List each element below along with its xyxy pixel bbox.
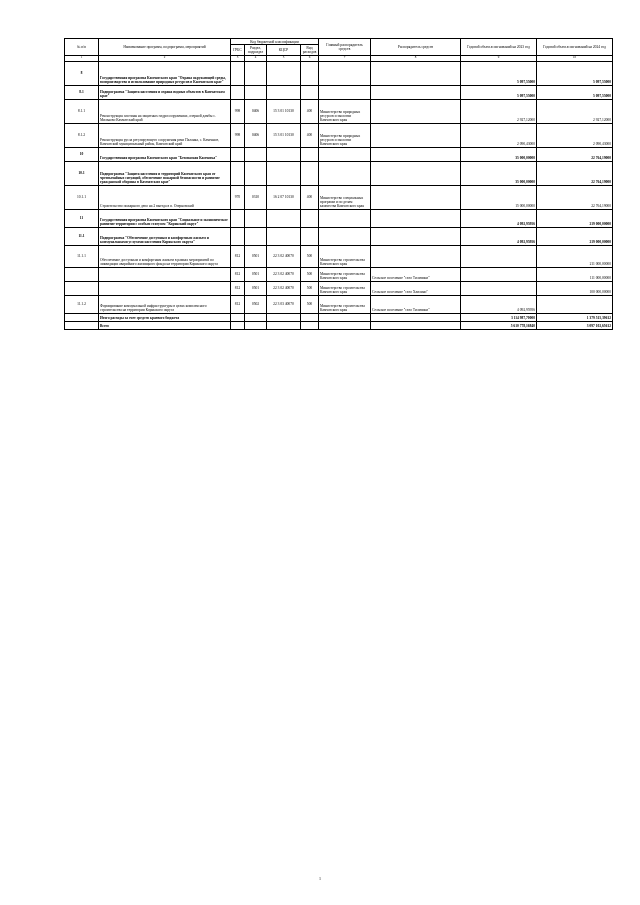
row-number: 11.1 xyxy=(65,227,99,245)
row-kcsr xyxy=(267,147,301,161)
row-grbs: 970 xyxy=(231,185,245,209)
row-vol2023: 3 114 987,70000 xyxy=(461,313,537,321)
row-vol2023: 5 097,55000 xyxy=(461,85,537,99)
col-header-vol2024: Годовой объем ассигнований на 2024 год xyxy=(537,39,613,56)
row-number: 8 xyxy=(65,61,99,85)
row-grbs: 812 xyxy=(231,295,245,313)
budget-table xyxy=(64,38,613,330)
row-name: Реконструкция русла регулирующего сооружения реки Паланка, с. Каменное, Камчатский муниципальный район, Камчатский край xyxy=(99,123,231,147)
row-vid: 400 xyxy=(301,99,319,123)
row-recipient xyxy=(371,209,461,227)
row-manager xyxy=(319,321,371,329)
index-cell: 9 xyxy=(461,55,537,61)
row-vid xyxy=(301,227,319,245)
row-vol2024: 1 379 515,39612 xyxy=(537,313,613,321)
row-vol2023: 35 000,00000 xyxy=(461,147,537,161)
row-kcsr: 15 3 01 10130 xyxy=(267,99,301,123)
row-vid xyxy=(301,321,319,329)
row-vol2023: 35 000,00000 xyxy=(461,161,537,185)
row-recipient xyxy=(371,185,461,209)
col-header-vid: Вид расходов xyxy=(301,45,319,55)
row-razdel: 0501 xyxy=(245,245,267,267)
row-kcsr xyxy=(267,61,301,85)
row-name: Подпрограмма "Обеспечение доступным и комфортным жильем и коммунальными услугами населения Корякского округа" xyxy=(99,227,231,245)
row-name: Итого расходы за счет средств краевого бюджета xyxy=(99,313,231,321)
row-name: Формирование коммунальной инфраструктуры в целях комплексного строительства на территории Корякского округа xyxy=(99,295,231,313)
row-razdel: 0406 xyxy=(245,123,267,147)
table-body xyxy=(65,61,613,329)
row-vol2024 xyxy=(537,295,613,313)
row-recipient xyxy=(371,85,461,99)
row-grbs xyxy=(231,85,245,99)
row-number xyxy=(65,313,99,321)
row-vol2024: 22 764,19000 xyxy=(537,147,613,161)
row-recipient xyxy=(371,99,461,123)
index-cell: 8 xyxy=(371,55,461,61)
col-header-classification: Код бюджетной классификации xyxy=(231,39,319,45)
index-cell: 1 xyxy=(65,55,99,61)
row-recipient xyxy=(371,321,461,329)
table-row xyxy=(65,281,613,295)
row-name: Всего xyxy=(99,321,231,329)
col-header-kcsr: КЦСР xyxy=(267,45,301,55)
row-vol2023: 4 092,95956 xyxy=(461,209,537,227)
row-grbs xyxy=(231,161,245,185)
row-kcsr: 22 3 03 40070 xyxy=(267,295,301,313)
row-vol2024: 111 000,00000 xyxy=(537,267,613,281)
row-vid: 400 xyxy=(301,123,319,147)
row-grbs xyxy=(231,321,245,329)
row-manager: Министерство строительства Камчатского края xyxy=(319,295,371,313)
row-manager: Министерство строительства Камчатского края xyxy=(319,245,371,267)
col-header-grbs: ГРБС xyxy=(231,45,245,55)
row-vol2023: 5 610 778,16840 xyxy=(461,321,537,329)
row-vol2023: 4 092,95956 xyxy=(461,295,537,313)
row-recipient xyxy=(371,161,461,185)
row-number: 10.1.1 xyxy=(65,185,99,209)
row-manager xyxy=(319,85,371,99)
row-vid xyxy=(301,61,319,85)
row-grbs xyxy=(231,209,245,227)
row-vid xyxy=(301,313,319,321)
row-grbs xyxy=(231,227,245,245)
row-recipient xyxy=(371,61,461,85)
row-razdel xyxy=(245,85,267,99)
row-grbs: 998 xyxy=(231,123,245,147)
row-number: 8.1 xyxy=(65,85,99,99)
row-name: Подпрограмма "Защита населения и территорий Камчатского края от чрезвычайных ситуаций, обеспечение пожарной безопасности и развитие гражданской обороны в Камчатском крае" xyxy=(99,161,231,185)
row-vol2024: 22 764,19000 xyxy=(537,185,613,209)
row-vid xyxy=(301,147,319,161)
row-number: 11 xyxy=(65,209,99,227)
row-recipient xyxy=(371,245,461,267)
col-header-vol2023: Годовой объем ассигнований на 2023 год xyxy=(461,39,537,56)
row-vol2023 xyxy=(461,245,537,267)
row-razdel: 0501 xyxy=(245,267,267,281)
row-manager xyxy=(319,147,371,161)
table-row xyxy=(65,267,613,281)
row-name: Подпрограмма "Защита населения и охрана водных объектов в Камчатском крае" xyxy=(99,85,231,99)
row-vid: 500 xyxy=(301,245,319,267)
row-grbs xyxy=(231,147,245,161)
row-vid: 500 xyxy=(301,267,319,281)
table-row xyxy=(65,321,613,329)
index-cell: 6 xyxy=(301,55,319,61)
row-kcsr xyxy=(267,161,301,185)
row-vol2023: 5 097,55000 xyxy=(461,61,537,85)
row-number: 10 xyxy=(65,147,99,161)
row-kcsr xyxy=(267,227,301,245)
row-kcsr: 22 3 02 40070 xyxy=(267,267,301,281)
row-grbs: 812 xyxy=(231,281,245,295)
row-recipient xyxy=(371,123,461,147)
row-razdel xyxy=(245,321,267,329)
row-kcsr xyxy=(267,321,301,329)
table-row xyxy=(65,209,613,227)
row-manager xyxy=(319,161,371,185)
row-vol2024: 2 927,12000 xyxy=(537,99,613,123)
row-number xyxy=(65,321,99,329)
row-number: 11.1.2 xyxy=(65,295,99,313)
table-row xyxy=(65,147,613,161)
row-manager xyxy=(319,313,371,321)
row-grbs xyxy=(231,61,245,85)
row-razdel xyxy=(245,313,267,321)
row-razdel: 0406 xyxy=(245,99,267,123)
table-row xyxy=(65,123,613,147)
row-grbs: 812 xyxy=(231,245,245,267)
row-vid: 500 xyxy=(301,281,319,295)
row-vid xyxy=(301,85,319,99)
row-name: Государственная программа Камчатского края "Социальное и экономическое развитие территории с особым статусом "Корякский округ" xyxy=(99,209,231,227)
row-recipient: Сельское поселение "село Тиличики" xyxy=(371,267,461,281)
table-row xyxy=(65,295,613,313)
row-manager: Министерство специальных программ и по делам казачества Камчатского края xyxy=(319,185,371,209)
index-cell: 5 xyxy=(267,55,301,61)
index-cell: 7 xyxy=(319,55,371,61)
col-header-num: № п/п xyxy=(65,39,99,56)
row-vol2023: 2 927,12000 xyxy=(461,99,537,123)
row-name: Государственная программа Камчатского края "Охрана окружающей среды, воспроизводство и использование природных ресурсов в Камчатском крае" xyxy=(99,61,231,85)
row-manager xyxy=(319,61,371,85)
row-razdel: 0310 xyxy=(245,185,267,209)
row-manager: Министерство природных ресурсов и экологии Камчатского края xyxy=(319,123,371,147)
row-kcsr: 22 3 02 40070 xyxy=(267,245,301,267)
row-recipient: Сельское поселение "село Тиличики" xyxy=(371,295,461,313)
row-number: 11.1.1 xyxy=(65,245,99,267)
row-name xyxy=(99,267,231,281)
index-cell: 3 xyxy=(231,55,245,61)
row-kcsr: 16 2 07 10130 xyxy=(267,185,301,209)
row-grbs xyxy=(231,313,245,321)
row-vid: 400 xyxy=(301,185,319,209)
row-name: Строительство пожарного депо на 2 выезда в п. Озерновский xyxy=(99,185,231,209)
row-vol2024: 100 000,00000 xyxy=(537,281,613,295)
row-kcsr xyxy=(267,209,301,227)
row-vol2023 xyxy=(461,267,537,281)
row-kcsr xyxy=(267,85,301,99)
row-number xyxy=(65,281,99,295)
row-kcsr: 15 3 01 10130 xyxy=(267,123,301,147)
row-vol2024: 5 097,55000 xyxy=(537,85,613,99)
table-row xyxy=(65,161,613,185)
row-razdel xyxy=(245,147,267,161)
col-header-manager: Главный распорядитель средств xyxy=(319,39,371,56)
row-kcsr: 22 3 02 40070 xyxy=(267,281,301,295)
table-row xyxy=(65,313,613,321)
row-number: 8.1.2 xyxy=(65,123,99,147)
index-cell: 10 xyxy=(537,55,613,61)
row-vol2023: 2 090,43000 xyxy=(461,123,537,147)
row-vid: 500 xyxy=(301,295,319,313)
row-grbs: 812 xyxy=(231,267,245,281)
row-name: Обеспечение доступным и комфортным жильем в рамках мероприятий по ликвидации аварийного жилищного фонда на территории Корякского округа xyxy=(99,245,231,267)
row-vol2023: 15 000,00000 xyxy=(461,185,537,209)
row-manager: Министерство строительства Камчатского края xyxy=(319,267,371,281)
row-razdel xyxy=(245,61,267,85)
index-cell: 4 xyxy=(245,55,267,61)
row-manager: Министерство строительства Камчатского края xyxy=(319,281,371,295)
row-vol2023: 4 092,95956 xyxy=(461,227,537,245)
row-name xyxy=(99,281,231,295)
row-vol2024: 5 097,55000 xyxy=(537,61,613,85)
row-kcsr xyxy=(267,313,301,321)
col-header-recipient: Распорядитель средств xyxy=(371,39,461,56)
row-recipient: Сельское поселение "село Хаилино" xyxy=(371,281,461,295)
row-razdel: 0502 xyxy=(245,295,267,313)
table-row xyxy=(65,245,613,267)
table-row xyxy=(65,99,613,123)
table-row xyxy=(65,227,613,245)
row-vol2023 xyxy=(461,281,537,295)
row-vid xyxy=(301,209,319,227)
row-razdel: 0501 xyxy=(245,281,267,295)
row-vol2024: 219 000,00000 xyxy=(537,209,613,227)
table-row xyxy=(65,85,613,99)
row-vol2024: 2 090,43000 xyxy=(537,123,613,147)
row-manager: Министерство природных ресурсов и экологии Камчатского края xyxy=(319,99,371,123)
row-manager xyxy=(319,209,371,227)
row-number: 10.1 xyxy=(65,161,99,185)
page-number: 1 xyxy=(319,876,321,881)
row-vol2024: 211 000,00000 xyxy=(537,245,613,267)
row-razdel xyxy=(245,209,267,227)
row-vol2024: 3 097 102,65612 xyxy=(537,321,613,329)
row-razdel xyxy=(245,161,267,185)
row-recipient xyxy=(371,227,461,245)
row-recipient xyxy=(371,313,461,321)
row-name: Реконструкция плотины на защитных гидросооружениях, озерной дамбы с. Мильково Камчатский край xyxy=(99,99,231,123)
row-vol2024: 219 000,00000 xyxy=(537,227,613,245)
row-name: Государственная программа Камчатского края "Безопасная Камчатка" xyxy=(99,147,231,161)
row-number xyxy=(65,267,99,281)
row-razdel xyxy=(245,227,267,245)
row-manager xyxy=(319,227,371,245)
table-row xyxy=(65,185,613,209)
row-grbs: 998 xyxy=(231,99,245,123)
row-number: 8.1.1 xyxy=(65,99,99,123)
row-vid xyxy=(301,161,319,185)
index-cell: 2 xyxy=(99,55,231,61)
col-header-razdel: Раздел, подраздел xyxy=(245,45,267,55)
row-recipient xyxy=(371,147,461,161)
col-header-name: Наименование программ, подпрограмм, мероприятий xyxy=(99,39,231,56)
row-vol2024: 22 764,19000 xyxy=(537,161,613,185)
table-row xyxy=(65,61,613,85)
